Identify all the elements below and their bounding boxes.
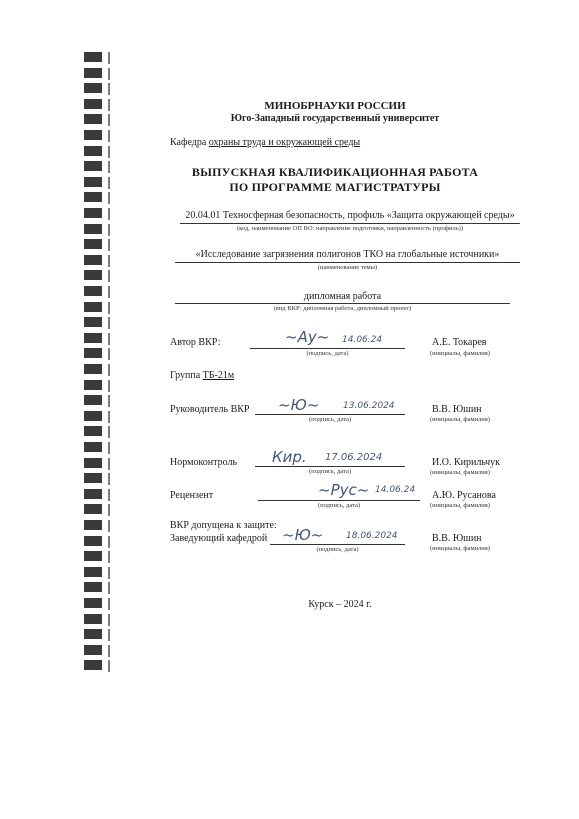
supervisor-name-caption: (инициалы, фамилия) bbox=[430, 416, 490, 423]
head-sign-date: 18.06.2024 bbox=[346, 531, 398, 541]
binding-ring bbox=[108, 442, 110, 454]
head-label: Заведующий кафедрой bbox=[170, 533, 268, 544]
binding-ring bbox=[108, 582, 110, 594]
head-name: В.В. Юшин bbox=[432, 533, 482, 544]
binding-ring bbox=[108, 286, 110, 298]
binding-ring bbox=[108, 302, 110, 314]
work-type-text: дипломная работа bbox=[303, 291, 382, 302]
binding-hole bbox=[84, 567, 102, 577]
binding-hole bbox=[84, 161, 102, 171]
supervisor-sign-line bbox=[255, 414, 405, 415]
admitted-text: ВКР допущена к защите: bbox=[170, 520, 277, 531]
binding-hole bbox=[84, 364, 102, 374]
topic-underline bbox=[175, 262, 520, 263]
binding-hole bbox=[84, 458, 102, 468]
binding-hole bbox=[84, 536, 102, 546]
university-name: Юго-Западный государственный университет bbox=[230, 113, 440, 124]
program-underline bbox=[180, 223, 520, 224]
author-name-caption: (инициалы, фамилия) bbox=[430, 350, 490, 357]
topic-text: «Исследование загрязнения полигонов ТКО на глобальные источники» bbox=[195, 249, 500, 260]
group-label: Группа bbox=[170, 370, 201, 381]
binding-hole bbox=[84, 489, 102, 499]
binding-ring bbox=[108, 99, 110, 111]
work-type-caption: (вид ВКР: дипломная работа, дипломный проект) bbox=[273, 305, 412, 312]
ministry-name: МИНОБРНАУКИ РОССИИ bbox=[264, 100, 406, 112]
binding-ring bbox=[108, 660, 110, 672]
department-prefix: Кафедра bbox=[170, 137, 207, 148]
binding-hole bbox=[84, 395, 102, 405]
binding-hole bbox=[84, 614, 102, 624]
normcontrol-sign-line bbox=[255, 466, 405, 467]
author-sign-caption: (подпись, дата) bbox=[306, 350, 349, 357]
program-caption: (код, наименование ОП ВО: направление подготовки, направленность (профиль)) bbox=[237, 225, 463, 232]
author-label: Автор ВКР: bbox=[170, 337, 221, 348]
binding-hole bbox=[84, 146, 102, 156]
binding-hole bbox=[84, 114, 102, 124]
normcontrol-sign-date: 17.06.2024 bbox=[325, 452, 383, 463]
binding-hole bbox=[84, 302, 102, 312]
binding-ring bbox=[108, 208, 110, 220]
topic-caption: (наименование темы) bbox=[317, 264, 378, 271]
spiral-binding bbox=[84, 52, 124, 682]
binding-ring bbox=[108, 146, 110, 158]
binding-hole bbox=[84, 317, 102, 327]
head-sign-caption: (подпись, дата) bbox=[316, 546, 359, 553]
normcontrol-name: И.О. Кирильчук bbox=[432, 457, 500, 468]
binding-ring bbox=[108, 114, 110, 126]
binding-hole bbox=[84, 411, 102, 421]
binding-ring bbox=[108, 598, 110, 610]
binding-ring bbox=[108, 551, 110, 563]
binding-ring bbox=[108, 130, 110, 142]
binding-ring bbox=[108, 458, 110, 470]
binding-ring bbox=[108, 177, 110, 189]
binding-hole bbox=[84, 333, 102, 343]
binding-hole bbox=[84, 629, 102, 639]
normcontrol-signature: Кир. bbox=[272, 448, 307, 466]
head-signature: ~Ю~ bbox=[282, 526, 324, 544]
title-line-2: ПО ПРОГРАММЕ МАГИСТРАТУРЫ bbox=[229, 180, 441, 194]
supervisor-sign-caption: (подпись, дата) bbox=[308, 416, 352, 423]
binding-ring bbox=[108, 426, 110, 438]
binding-hole bbox=[84, 52, 102, 62]
binding-hole bbox=[84, 270, 102, 280]
author-name: А.Е. Токарев bbox=[432, 337, 487, 348]
normcontrol-name-caption: (инициалы, фамилия) bbox=[430, 469, 490, 476]
head-name-caption: (инициалы, фамилия) bbox=[430, 545, 490, 552]
binding-ring bbox=[108, 411, 110, 423]
reviewer-signature: ~Рус~ bbox=[318, 481, 370, 499]
binding-ring bbox=[108, 333, 110, 345]
binding-ring bbox=[108, 364, 110, 376]
binding-ring bbox=[108, 567, 110, 579]
binding-hole bbox=[84, 83, 102, 93]
binding-hole bbox=[84, 473, 102, 483]
reviewer-sign-caption: (подпись, дата) bbox=[317, 502, 361, 509]
author-signature: ~Ау~ bbox=[285, 328, 330, 346]
binding-ring bbox=[108, 614, 110, 626]
supervisor-sign-date: 13.06.2024 bbox=[343, 401, 395, 411]
group-value: ТБ-21м bbox=[202, 370, 235, 381]
head-sign-line bbox=[270, 544, 405, 545]
binding-hole bbox=[84, 99, 102, 109]
city-year: Курск – 2024 г. bbox=[308, 599, 372, 610]
binding-ring bbox=[108, 255, 110, 267]
department-line bbox=[170, 137, 510, 148]
supervisor-label: Руководитель ВКР bbox=[170, 404, 250, 415]
binding-hole bbox=[84, 68, 102, 78]
reviewer-name: А.Ю. Русанова bbox=[432, 490, 496, 501]
binding-ring bbox=[108, 68, 110, 80]
author-sign-line bbox=[250, 348, 405, 349]
binding-ring bbox=[108, 520, 110, 532]
title-line-1: ВЫПУСКНАЯ КВАЛИФИКАЦИОННАЯ РАБОТА bbox=[191, 165, 479, 179]
binding-hole bbox=[84, 598, 102, 608]
binding-ring bbox=[108, 380, 110, 392]
work-type-underline bbox=[175, 303, 510, 304]
binding-hole bbox=[84, 645, 102, 655]
binding-ring bbox=[108, 83, 110, 95]
binding-hole bbox=[84, 348, 102, 358]
reviewer-sign-date: 14.06.24 bbox=[375, 485, 416, 495]
reviewer-label: Рецензент bbox=[170, 490, 214, 501]
binding-hole bbox=[84, 660, 102, 670]
binding-hole bbox=[84, 426, 102, 436]
binding-ring bbox=[108, 161, 110, 173]
binding-hole bbox=[84, 224, 102, 234]
binding-hole bbox=[84, 255, 102, 265]
department-name: охраны труда и окружающей среды bbox=[208, 137, 361, 148]
normcontrol-sign-caption: (подпись, дата) bbox=[308, 468, 352, 475]
binding-ring bbox=[108, 473, 110, 485]
binding-hole bbox=[84, 551, 102, 561]
binding-ring bbox=[108, 317, 110, 329]
binding-ring bbox=[108, 629, 110, 641]
binding-hole bbox=[84, 208, 102, 218]
binding-ring bbox=[108, 52, 110, 64]
binding-ring bbox=[108, 224, 110, 236]
binding-ring bbox=[108, 489, 110, 501]
group-line bbox=[170, 370, 234, 381]
binding-hole bbox=[84, 286, 102, 296]
binding-ring bbox=[108, 348, 110, 360]
binding-hole bbox=[84, 582, 102, 592]
binding-hole bbox=[84, 177, 102, 187]
normcontrol-label: Нормоконтроль bbox=[170, 457, 238, 468]
binding-hole bbox=[84, 130, 102, 140]
binding-hole bbox=[84, 192, 102, 202]
binding-ring bbox=[108, 192, 110, 204]
binding-ring bbox=[108, 239, 110, 251]
binding-ring bbox=[108, 536, 110, 548]
reviewer-name-caption: (инициалы, фамилия) bbox=[430, 502, 490, 509]
binding-ring bbox=[108, 395, 110, 407]
reviewer-sign-line bbox=[258, 500, 420, 501]
supervisor-name: В.В. Юшин bbox=[432, 404, 482, 415]
binding-hole bbox=[84, 442, 102, 452]
supervisor-signature: ~Ю~ bbox=[278, 396, 320, 414]
binding-hole bbox=[84, 380, 102, 390]
binding-ring bbox=[108, 504, 110, 516]
binding-ring bbox=[108, 270, 110, 282]
binding-hole bbox=[84, 239, 102, 249]
binding-hole bbox=[84, 504, 102, 514]
author-sign-date: 14.06.24 bbox=[342, 335, 383, 345]
program-text: 20.04.01 Техносферная безопасность, профиль «Защита окружающей среды» bbox=[185, 210, 515, 221]
binding-ring bbox=[108, 645, 110, 657]
binding-hole bbox=[84, 520, 102, 530]
